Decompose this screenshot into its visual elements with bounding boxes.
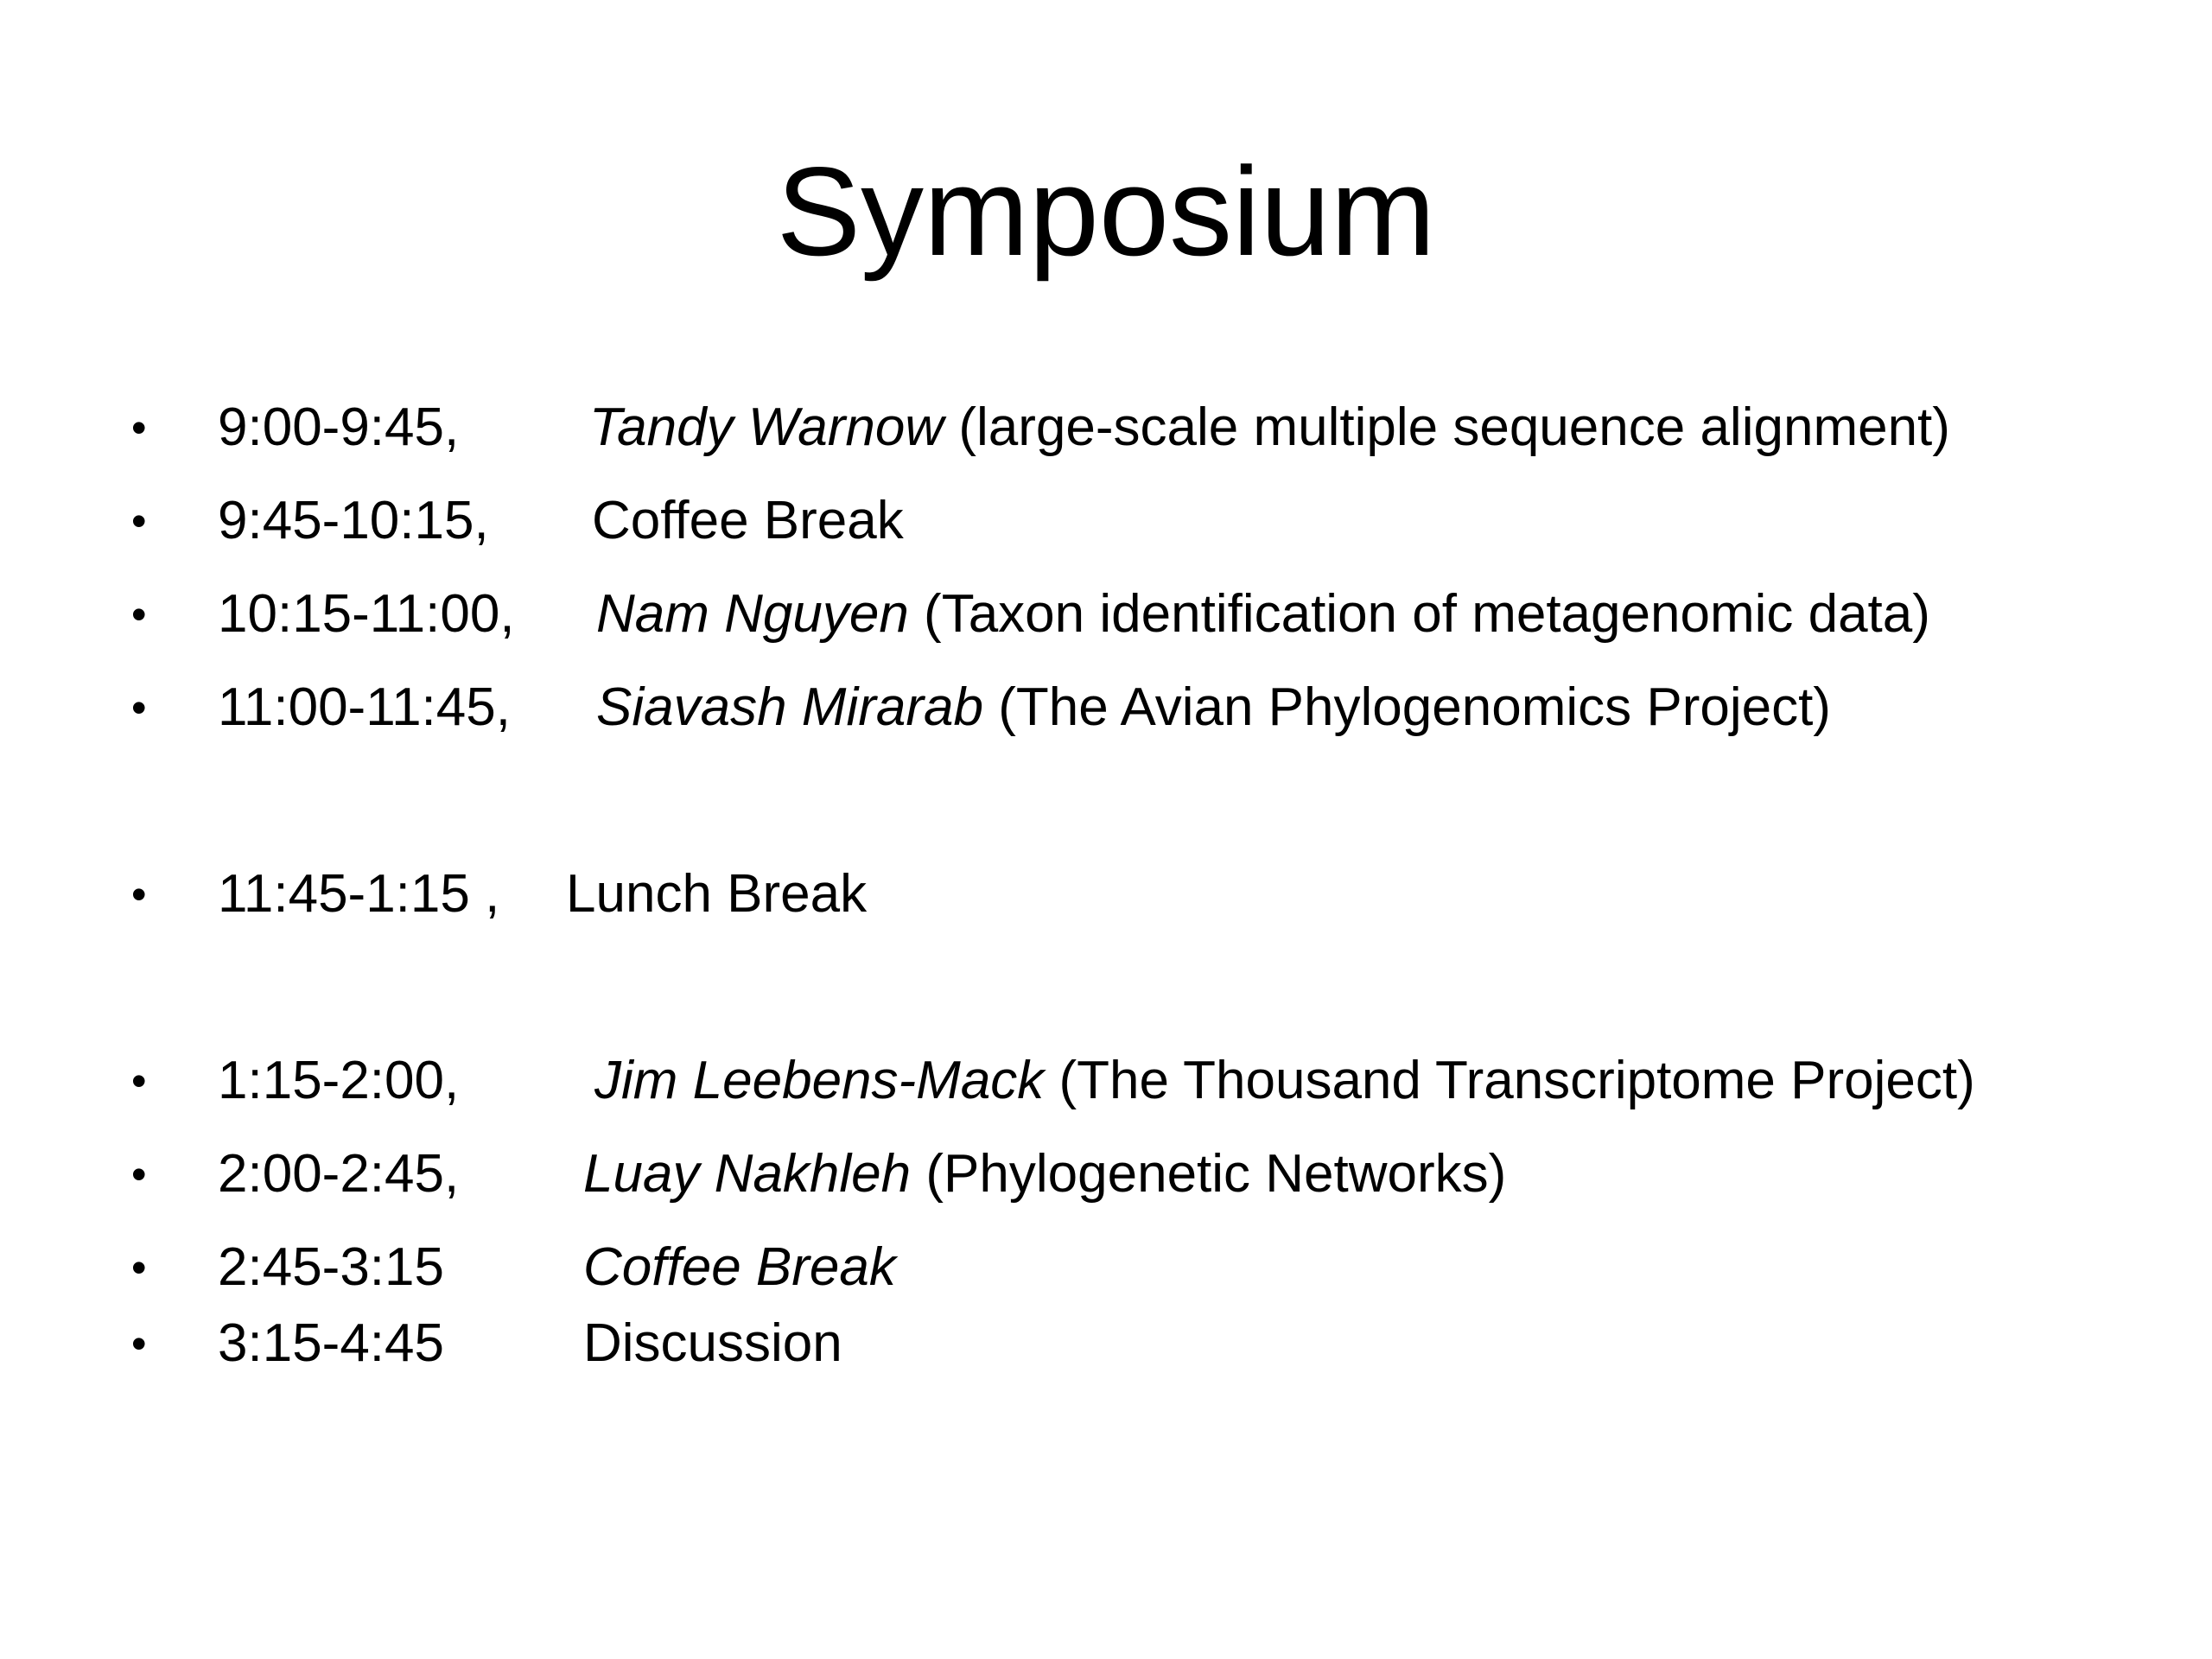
schedule-description: [583, 1135, 1506, 1213]
break-label: Coffee Break: [592, 491, 904, 550]
slide-title: Symposium: [776, 141, 1436, 282]
speaker-name: Nam Nguyen: [596, 584, 909, 644]
bullet: •: [131, 497, 147, 545]
schedule-time: 3:15-4:45: [218, 1313, 444, 1373]
bullet: •: [131, 1243, 147, 1292]
bullet: •: [131, 683, 147, 732]
break-label: Lunch Break: [566, 864, 868, 924]
schedule-description: [589, 389, 1950, 467]
schedule-time: 9:45-10:15,: [218, 491, 489, 550]
bullet: •: [131, 1150, 147, 1198]
schedule-description: [596, 575, 1930, 653]
schedule-time: 10:15-11:00,: [218, 584, 515, 644]
speaker-name: Luay Nakhleh: [583, 1144, 912, 1204]
session-label: Discussion: [583, 1313, 842, 1373]
schedule-description: [596, 669, 1831, 747]
bullet: •: [131, 1319, 147, 1368]
schedule-time: 11:45-1:15 ,: [218, 864, 500, 924]
speaker-name: Jim Leebens-Mack: [594, 1051, 1045, 1110]
bullet: •: [131, 870, 147, 918]
talk-topic: (Phylogenetic Networks): [911, 1144, 1507, 1204]
bullet: •: [131, 590, 147, 639]
bullet: •: [131, 1057, 147, 1105]
schedule-time: 2:45-3:15: [218, 1237, 444, 1297]
schedule-time: 1:15-2:00,: [218, 1051, 460, 1110]
schedule-description: [594, 1042, 1975, 1120]
talk-topic: (large-scale multiple sequence alignment): [944, 397, 1950, 457]
talk-topic: (The Avian Phylogenomics Project): [982, 677, 1831, 737]
talk-topic: (The Thousand Transcriptome Project): [1044, 1051, 1975, 1110]
schedule-time: 9:00-9:45,: [218, 397, 460, 457]
bullet: •: [131, 404, 147, 452]
speaker-name: Tandy Warnow: [589, 397, 944, 457]
speaker-name: Siavash Mirarab: [596, 677, 983, 737]
talk-topic: (Taxon identification of metagenomic data): [908, 584, 1930, 644]
schedule-time: 11:00-11:45,: [218, 677, 511, 737]
break-label: Coffee Break: [583, 1237, 896, 1297]
schedule-time: 2:00-2:45,: [218, 1144, 460, 1204]
